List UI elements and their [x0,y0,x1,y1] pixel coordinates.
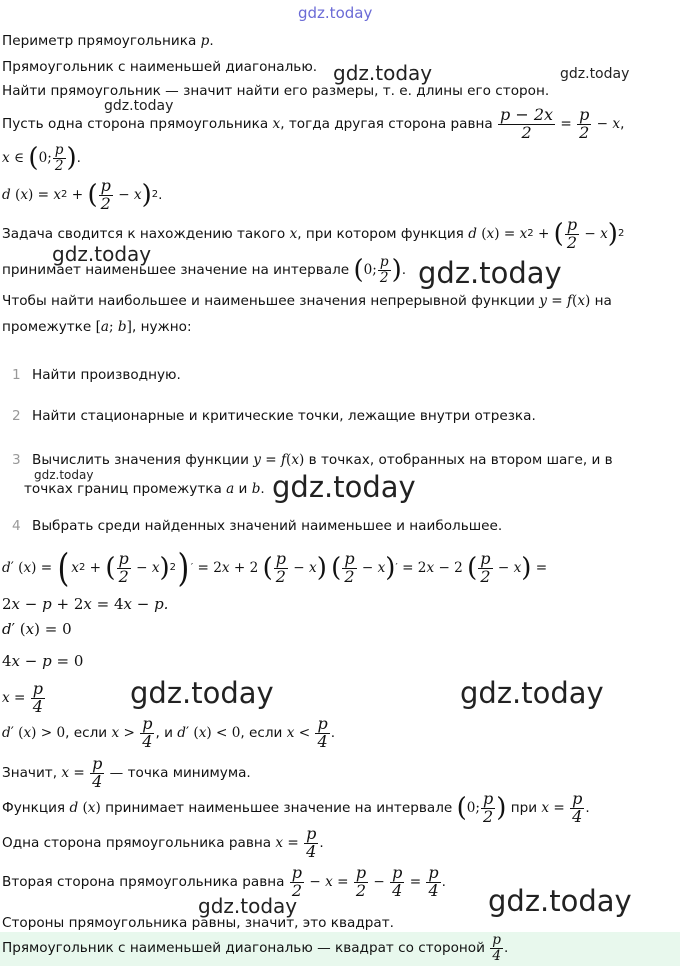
watermark: gdz.today [198,894,298,918]
watermark: gdz.today [560,66,630,82]
line-min-point: Значит, x = $\frac{p}{4}$ — точка минимума. [2,753,251,791]
line-function-min: Функция d (x) принимает наименьшее значение на интервале (0; $\frac{p}{2}$ ) при x = $\frac{p}{4}$ . [2,788,590,826]
line-eq: 4x − p = 0 [2,652,84,670]
watermark: gdz.today [34,468,94,482]
step-3-cont: точках границ промежутка a и b. [24,481,265,497]
line-sign: d′ (x) > 0, если x > $\frac{p}{4}$ , и d′ (x) < 0, если x < $\frac{p}{4}$ . [2,713,336,751]
line-one-side: Одна сторона прямоугольника равна x = $\frac{p}{4}$ . [2,823,324,861]
watermark: gdz.today [333,61,433,85]
watermark: gdz.today [52,242,152,266]
line-to-find: Чтобы найти наибольшее и наименьшее значения непрерывной функции y = f(x) на [2,293,612,309]
line-find-rect: Найти прямоугольник — значит найти его размеры, т. е. длины его сторон. [2,83,550,99]
watermark: gdz.today [130,676,274,710]
line-second-side: Вторая сторона прямоугольника равна $\frac{p}{2}$ − x = $\frac{p}{2}$ − $\frac{p}{4}$ = $\frac{p}{4}$ . [2,862,446,900]
watermark: gdz.today [460,676,604,710]
line-derivative: d′ $(x) = (x^2$ + ( $\frac{p}{2}$ − x)$^2$)′ = 2x + 2 ( $\frac{p}{2}$ − x) ( $\frac{p}{2}$ − x)′ = 2x − 2 ( $\frac{p}{2}$ − x) = [2,546,548,590]
line-task: Задача сводится к нахождению такого x, при котором функция d $(x) = x^2$ + ( $\frac{p}{2}$ − x)$^2$ [2,214,625,252]
line-takes-min: принимает наименьшее значение на интервале (0; $\frac{p}{2}$ ). [2,254,407,286]
watermark: gdz.today [418,256,562,290]
line-d-def: d $(x) = x^2$ + ( $\frac{p}{2}$ − x)$^2$. [2,175,163,213]
step-1: 1 Найти производную. [12,367,181,383]
line-x-domain: x ∈ (0; $\frac{p}{2}$ ). [2,142,81,174]
line-min-diag: Прямоугольник с наименьшей диагональю. [2,59,318,75]
step-2: 2 Найти стационарные и критические точки, лежащие внутри отрезка. [12,408,536,424]
line-perimeter: Периметр прямоугольника p. [2,33,214,49]
line-let-side: Пусть одна сторона прямоугольника x, тогда другая сторона равна $\frac{p - 2x}{2}$ = $\frac{p}{2}$ − x, [2,104,625,142]
line-d-zero: d′ (x) = 0 [2,620,72,638]
line-answer: Прямоугольник с наименьшей диагональю — квадрат со стороной $\frac{p}{4}$ . [2,932,509,964]
step-3: 3 Вычислить значения функции y = f(x) в точках, отобранных на втором шаге, и в [12,452,613,468]
line-derivative-cont: 2x − p + 2x = 4x − p. [2,595,169,613]
line-x-root: x = $\frac{p}{4}$ [2,678,43,716]
line-interval: промежутке [a; b], нужно: [2,319,192,335]
watermark: gdz.today [104,98,174,114]
watermark: gdz.today [488,884,632,918]
watermark: gdz.today [272,470,416,504]
site-header[interactable]: gdz.today [298,4,373,22]
line-equal-sides: Стороны прямоугольника равны, значит, это квадрат. [2,915,394,931]
step-4: 4 Выбрать среди найденных значений наименьшее и наибольшее. [12,518,503,534]
